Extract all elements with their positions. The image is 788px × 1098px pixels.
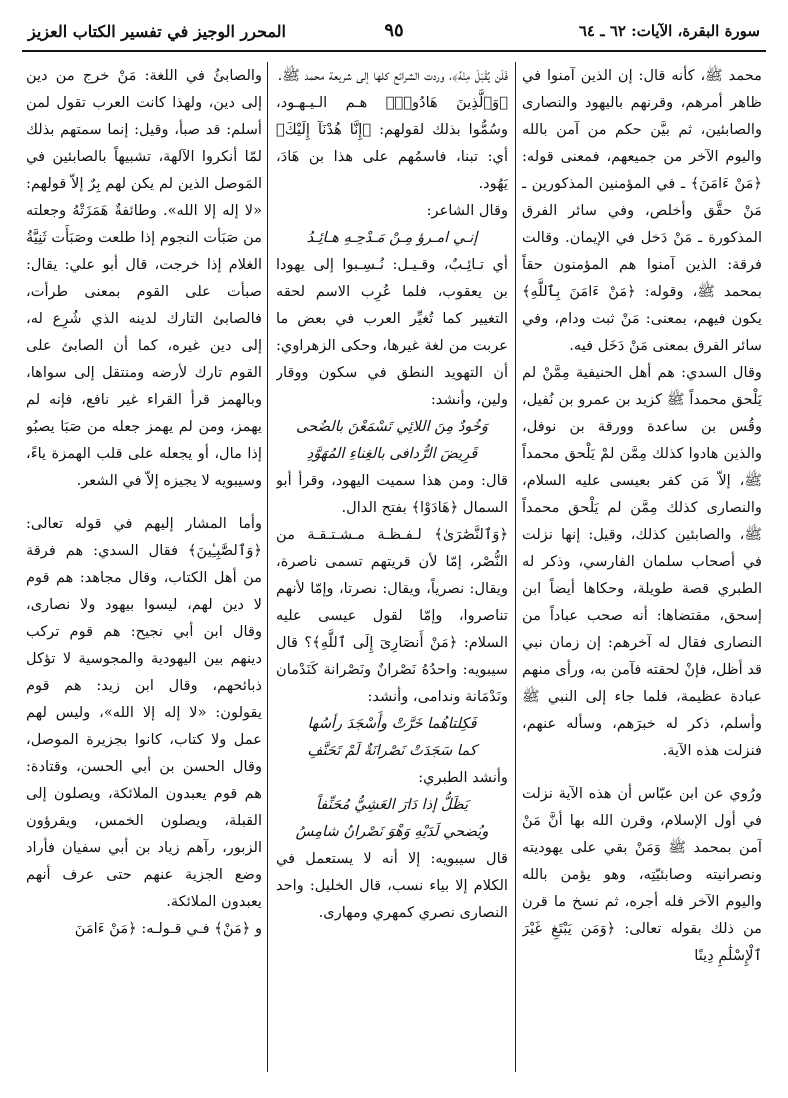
paragraph: وأما المشار إليهم في قوله تعالى: ﴿وَٱلصَّٰبِـِٔينَ﴾ فقال السدي: هم فرقة من أهل الكتاب، وقال مجاهد: هم قوم لا دين لهم، ليسوا بيهود ولا نصارى، وقال ابن أبي نجيح: هم قوم تركب دينهم بين اليهودية والمجوسية لا تؤكل ذبائحهم، وقال ابن زيد: هم قوم يقولون: «لا إله إلا الله»، وليس لهم عمل ولا كتاب، كانوا بجزيرة الموصل، وقال الحسن بن أبي الحسن، وقتادة: هم قوم يعبدون الملائكة، ويصلون إلى القبلة، ويصلون الخمس، ويقرؤون الزبور، رآهم زياد بن أبي سفيان فأراد وضع الجزية عنهم حتى عرف أنهم يعبدون الملائكة. — [26, 515, 262, 910]
paragraph: و ﴿مَنْ﴾ فـي قـولـه: ﴿مَنْ ءَامَنَ — [74, 920, 262, 937]
paragraph-gap — [522, 764, 762, 780]
paragraph: فَلَن يُقْبَلَ مِنْهُ﴾، وردت الشرائع كلها إلى شريعة محمد ﷺ. — [277, 67, 508, 84]
page-header — [28, 14, 760, 48]
paragraph: ﴿وَٱلَّذِينَ هَادُوا۟﴾ هـم الـيـهـود، وسُمُّوا بذلك لقولهم: ﴿إِنَّا هُدْنَآ إِلَيْكَ﴾ أي: تبنا، فاسمُهم على هذا بن هَادَ، يَهُود. — [276, 94, 508, 192]
paragraph: أي تـائِـبٌ، وقـيـل: نُـسِـبوا إلى يهودا بن يعقوب، فلما عُرِب الاسم لحقه التغيير كما تُغيِّر العرب في بعض ما عربت من لغة غيرها، وحكى الزهراوي: أن التهويد النطق في سكون ووقار ولين، وأنشد: — [276, 256, 508, 408]
poetry-verse: إنـي امـرؤ مِـنْ مَـدْحِـهِ هـائِـدُ — [306, 229, 478, 246]
paragraph: ورُوي عن ابن عبّاس أن هذه الآية نزلت في أول الإسلام، وقرن الله بها أنَّ مَنْ آمن بمحمد ﷺ وَمَنْ بقي على يهوديته ونصرانيته وصابئيّتِه، وهو يؤمن بالله واليوم الآخر فله أجره، ثم نسخ ما قرن من ذلك بقوله تعالى: ﴿وَمَن يَبْتَغِ غَيْرَ ٱلْإِسْلَٰمِ دِينًا — [522, 785, 762, 964]
paragraph: قال: ومن هذا سميت اليهود، وقرأ أبو السمال ﴿هَادَوْا﴾ بفتح الدال. — [276, 472, 508, 516]
surah-reference: سورة البقرة، الآيات: ٦٢ ـ ٦٤ — [578, 22, 760, 40]
poetry-verse: كما سَجَدَتْ نَصْرانَةٌ لَمْ تَحَنَّفِ — [307, 742, 477, 759]
poetry-verse: قَرِيضَ الرُّدافى بالغِناءِ المُهَوَّدِ — [306, 445, 478, 462]
text-column-middle — [276, 62, 508, 1080]
paragraph: وقال الشاعر: — [426, 202, 508, 219]
poetry-verse: فَكِلتاهُما خَرَّتْ وأَسْجَدَ رأسُها — [307, 715, 477, 732]
paragraph: والصابئُ في اللغة: مَنْ خرج من دين إلى دين، ولهذا كانت العرب تقول لمن أسلم: قد صبأ، وقيل: إنما سمتهم بذلك لمّا أنكروا الآلهة، تشبيهاً بالصابئين في المَوصل الذين لم يكن لهم بِرٌ إلاّ قولهم: «لا إله إلا الله». وطائفةٌ هَمَزَتْهُ وجعلته من صَبَأت النجوم إذا طلعت وصَبَأَت ثَنِيَّةُ الغلام إذا خرجت، قال أبو علي: يقال: صبأت على القوم بمعنى طرأت، فالصابئ التارك لدينه الذي شُرِع له، إلى دين غيره، كما أن الصابئ على القوم تارك لأرضه ومنتقل إلى سواها، وبالهمز قرأ القراء غير نافع، فإنه لم يهمز، ومن لم يهمز جعله من صَبَا يصبُو إذا مال، أو يجعله على قلب الهمزة ياءً، وسيبويه لا يجيزه إلاّ في الشعر. — [26, 67, 262, 489]
paragraph: قال سيبويه: إلا أنه لا يستعمل في الكلام إلا بياء نسب، قال الخليل: واحد النصارى نصري كمهري ومهارى. — [276, 850, 508, 921]
column-divider-left — [267, 62, 268, 1072]
text-column-right — [522, 62, 762, 1080]
paragraph: وأنشد الطبري: — [418, 769, 508, 786]
page-number: ٩٥ — [384, 20, 404, 41]
paragraph: وقال السدي: هم أهل الحنيفية مِمَّنْ لم يَلْحق محمداً ﷺ كزيد بن عمرو بن نُفيل، وقُس بن ساعدة وورقة بن نوفل، والذين هادوا كذلك مِمَّن لمْ يَلْحق محمداً ﷺ، إلاّ مَن كفر بعيسى عليه السلام، والنصارى كذلك مِمَّن لم يَلْحق محمداً ﷺ، والصابئين كذلك، وقيل: إنها نزلت في أصحاب سلمان الفارسي، وذكر له الطبري قصة طويلة، وحكاها أيضاً ابن إسحق، مقتضاها: أنه صحب عباداً من النصارى فقال له آخرهم: إن زمان نبي قد أظل، فإنْ لحقته فآمن به، ورأى منهم عبادة عظيمة، فلما جاء إلى النبي ﷺ وأسلم، ذكر له خبرَهم، وسأله عنهم، فنزلت هذه الآية. — [522, 364, 762, 759]
poetry-verse: ويُضحي لَدَيْهِ وَهْوَ نَصْرانُ شامِسُ — [295, 823, 489, 840]
poetry-verse: وَخُودٌ مِنَ اللائِي تَسْمَعْنَ بالضُحى — [296, 418, 488, 435]
paragraph: محمد ﷺ، كأنه قال: إن الذين آمنوا في ظاهر أمرهم، وقرنهم باليهود والنصارى والصابئين، ثم بيَّن حكم من آمن بالله واليوم الآخر من جميعهم، فمعنى قوله: ﴿مَنْ ءَامَنَ﴾ ـ في المؤمنين المذكورين ـ مَنْ حقَّق وأخلص، وفي سائر الفرق المذكورة ـ مَنْ دَخل في الإيمان. وقالت فرقة: الذين آمنوا هم المؤمنون حقاً بمحمد ﷺ، وقوله: ﴿مَنْ ءَامَنَ بِٱللَّهِ﴾ يكون فيهم، بمعنى: مَنْ ثبت ودام، وفي سائر الفرق بمعنى مَنْ دَخَل فيه. — [522, 67, 762, 354]
paragraph: ﴿وَٱلنَّصَٰرَىٰ﴾ لـفـظـة مـشـتـقـة من النُّصْر، إمّا لأن قريتهم تسمى ناصرة، ويقال: نصرياً، ويقال: نصرتا، وإمّا لأنهم تناصروا، وإمّا لقول عيسى عليه السلام: ﴿مَنْ أَنصَارِىٓ إِلَى ٱللَّهِ﴾؟ قال سيبويه: واحدُهُ نَصْرانٌ ونَصْرانة كَنَدْمان ونَدْمَانة وندامى، وأنشد: — [276, 526, 508, 705]
column-divider-right — [515, 62, 516, 1072]
text-column-left — [26, 62, 262, 1080]
poetry-verse: يَظَلُّ إذا دَارَ العَشِيُّ مُحَنِّفاً — [315, 796, 469, 813]
book-title: المحرر الوجيز في تفسير الكتاب العزيز — [28, 21, 286, 41]
header-rule — [22, 50, 766, 52]
paragraph-gap — [26, 494, 262, 510]
